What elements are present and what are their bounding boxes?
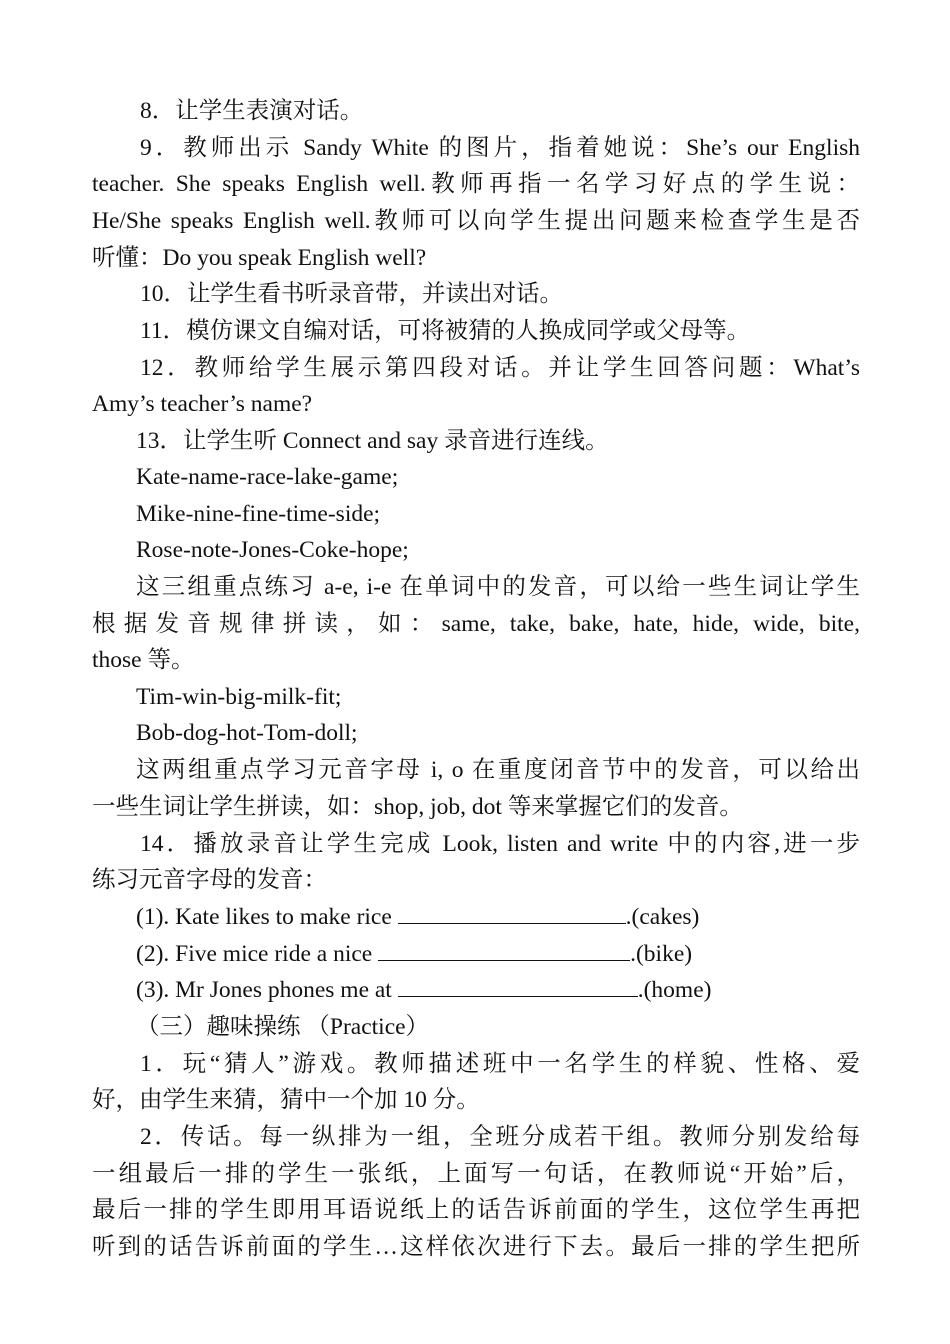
text-line: 练习元音字母的发音：	[92, 867, 327, 893]
exercise-line	[136, 936, 860, 973]
text-line: 2．传话。每一纵排为一组，全班分成若干组。教师分别发给每	[140, 1124, 860, 1150]
section-heading: （三）趣味操练 （Practice）	[136, 1014, 430, 1040]
exercise-hint: .(home)	[637, 977, 712, 1003]
text-line: 听懂：Do you speak English well?	[92, 245, 427, 271]
text-line: Mike-nine-fine-time-side;	[136, 501, 381, 527]
text-line: 10．让学生看书听录音带，并读出对话。	[140, 281, 563, 307]
text-line: teacher. She speaks English well.教师再指一名学习好点的学生说：	[92, 171, 860, 197]
text-line: 听到的话告诉前面的学生…这样依次进行下去。最后一排的学生把所	[92, 1234, 860, 1260]
text-line: 1．玩“猜人”游戏。教师描述班中一名学生的样貌、性格、爱	[140, 1051, 860, 1077]
text-line: 这三组重点练习 a-e, i-e 在单词中的发音，可以给一些生词让学生	[136, 574, 860, 600]
exercise-prompt: (3). Mr Jones phones me at	[136, 977, 392, 1003]
answer-blank	[378, 936, 630, 961]
exercise-prompt: (1). Kate likes to make rice	[136, 904, 392, 930]
text-line: 11．模仿课文自编对话，可将被猜的人换成同学或父母等。	[140, 318, 751, 344]
exercise-hint: .(cakes)	[625, 904, 700, 930]
text-line: those 等。	[92, 647, 195, 673]
exercise-line	[136, 972, 860, 1009]
text-line: 8．让学生表演对话。	[140, 98, 364, 124]
exercise-prompt: (2). Five mice ride a nice	[136, 941, 373, 967]
answer-blank	[398, 899, 626, 924]
text-line: Tim-win-big-milk-fit;	[136, 684, 342, 710]
text-line: Bob-dog-hot-Tom-doll;	[136, 720, 358, 746]
text-line: 13．让学生听 Connect and say 录音进行连线。	[136, 428, 609, 454]
text-line: 一些生词让学生拼读，如：shop, job, dot 等来掌握它们的发音。	[92, 794, 743, 820]
text-line: 这两组重点学习元音字母 i, o 在重度闭音节中的发音，可以给出	[136, 757, 860, 783]
text-line: 最后一排的学生即用耳语说纸上的话告诉前面的学生，这位学生再把	[92, 1197, 860, 1223]
text-line: 根据发音规律拼读，如：same, take, bake, hate, hide, wide, bite,	[92, 611, 860, 637]
text-line: Kate-name-race-lake-game;	[136, 464, 399, 490]
text-line: 14．播放录音让学生完成 Look, listen and write 中的内容,进一步	[140, 831, 860, 857]
exercise-hint: .(bike)	[630, 941, 693, 967]
text-line: He/She speaks English well.教师可以向学生提出问题来检查学生是否	[92, 208, 860, 234]
text-line: 一组最后一排的学生一张纸，上面写一句话，在教师说“开始”后，	[92, 1161, 860, 1187]
answer-blank	[398, 972, 638, 997]
text-line: 9．教师出示 Sandy White 的图片，指着她说：She’s our English	[140, 135, 860, 161]
text-line: 12．教师给学生展示第四段对话。并让学生回答问题：What’s	[140, 355, 860, 381]
text-line: 好，由学生来猜，猜中一个加 10 分。	[92, 1087, 480, 1113]
text-line: Amy’s teacher’s name?	[92, 391, 313, 417]
exercise-line	[136, 899, 860, 936]
text-line: Rose-note-Jones-Coke-hope;	[136, 537, 409, 563]
